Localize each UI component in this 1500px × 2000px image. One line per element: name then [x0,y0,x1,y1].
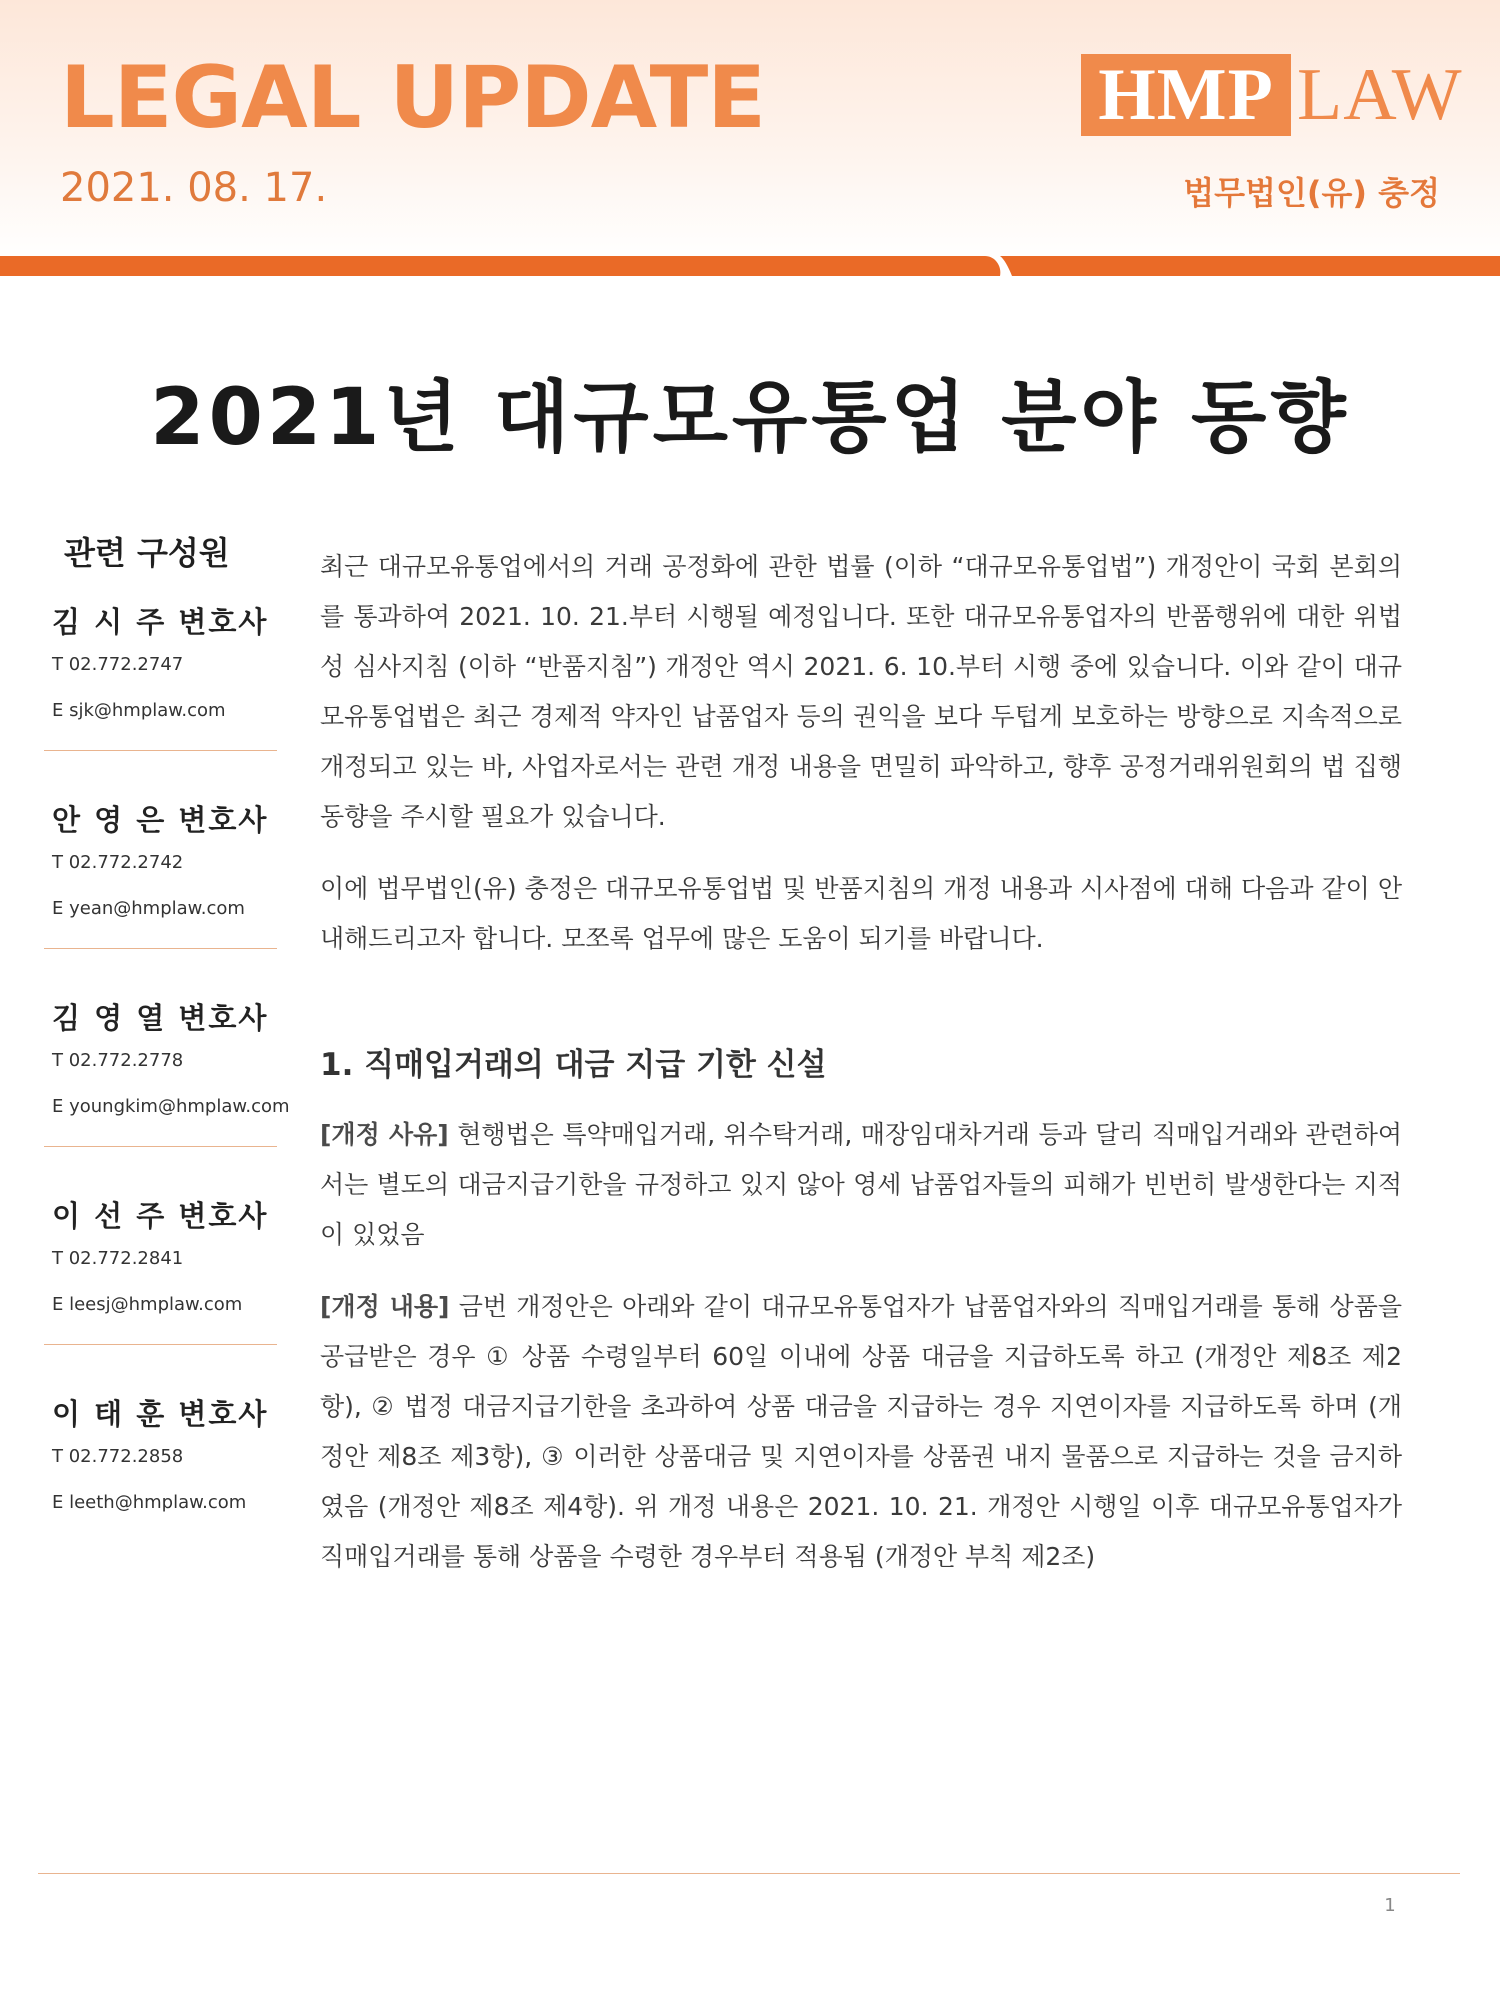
member-name: 이 태 훈 변호사 [52,1397,269,1431]
intro-paragraph: 최근 대규모유통업에서의 거래 공정화에 관한 법률 (이하 “대규모유통업법”) 개정안이 국회 본회의를 통과하여 2021. 10. 21.부터 시행될 예정입니다. 또한 대규모유통업자의 반품행위에 대한 위법성 심사지침 (이하 “반품지침”) 개정안 역시 2021. 6. 10.부터 시행 중에 있습니다. 이와 같이 대규모유통업법은 최근 경제적 약자인 납품업자 등의 권익을 보다 두텁게 보호하는 방향으로 지속적으로 개정되고 있는 바, 사업자로서는 관련 개정 내용을 면밀히 파악하고, 향후 공정거래위원회의 법 집행 동향을 주시할 필요가 있습니다. [320,552,1402,831]
member-email[interactable]: E leesj@hmplaw.com [52,1294,243,1315]
issue-date: 2021. 08. 17. [60,165,328,211]
logo-text: LAW [1297,54,1463,136]
member-divider [44,1344,277,1345]
member-name: 이 선 주 변호사 [52,1199,269,1233]
member-phone: T 02.772.2778 [52,1050,184,1071]
page-number: 1 [1384,1895,1396,1916]
member-name: 안 영 은 변호사 [52,803,269,837]
intro-paragraph: 이에 법무법인(유) 충정은 대규모유통업법 및 반품지침의 개정 내용과 시사점에 대해 다음과 같이 안내해드리고자 합니다. 모쪼록 업무에 많은 도움이 되기를 바랍니다. [320,874,1402,953]
member-card [40,1194,277,1392]
amendment-reason-label: [개정 사유] [320,1120,449,1149]
member-name: 김 시 주 변호사 [52,605,269,639]
footer-divider [38,1873,1460,1874]
document-title: 2021년 대규모유통업 분야 동향 [150,373,1350,463]
member-card [40,798,277,996]
member-card [40,996,290,1194]
member-name: 김 영 열 변호사 [52,1001,269,1035]
amendment-reason-paragraph [320,1110,1402,1260]
member-phone: T 02.772.2747 [52,654,184,675]
member-card [40,1392,277,1590]
member-email[interactable]: E yean@hmplaw.com [52,898,245,919]
sidebar-title: 관련 구성원 [64,534,230,572]
member-card [40,600,277,798]
section-heading: 1. 직매입거래의 대금 지급 기한 신설 [320,1047,827,1083]
header-divider-bar [0,256,1500,276]
member-email[interactable]: E sjk@hmplaw.com [52,700,226,721]
logo-box: HMP [1081,54,1291,136]
member-phone: T 02.772.2742 [52,852,184,873]
amendment-reason-text: 현행법은 특약매입거래, 위수탁거래, 매장임대차거래 등과 달리 직매입거래와 관련하여서는 별도의 대금지급기한을 규정하고 있지 않아 영세 납품업자들의 피해가 빈번히 발생한다는 지적이 있었음 [320,1120,1403,1249]
member-email[interactable]: E leeth@hmplaw.com [52,1492,247,1513]
firm-name: 법무법인(유) 충정 [1183,174,1440,212]
amendment-content-text: 금번 개정안은 아래와 같이 대규모유통업자가 납품업자와의 직매입거래를 통해 상품을 공급받은 경우 ① 상품 수령일부터 60일 이내에 상품 대금을 지급하도록 하고 (개정안 제8조 제2항), ② 법정 대금지급기한을 초과하여 상품 대금을 지급하는 경우 지연이자를 지급하도록 하며 (개정안 제8조 제3항), ③ 이러한 상품대금 및 지연이자를 상품권 내지 물품으로 지급하는 것을 금지하였음 (개정안 제8조 제4항). 위 개정 내용은 2021. 10. 21. 개정안 시행일 이후 대규모유통업자가 직매입거래를 통해 상품을 수령한 경우부터 적용됨 (개정안 부칙 제2조) [320,1292,1402,1571]
header-band [0,0,1500,260]
member-email[interactable]: E youngkim@hmplaw.com [52,1096,290,1117]
member-phone: T 02.772.2858 [52,1446,184,1467]
member-divider [44,750,277,751]
member-divider [44,1146,277,1147]
newsletter-title: LEGAL UPDATE [60,48,765,148]
amendment-content-label: [개정 내용] [320,1292,450,1321]
related-members-sidebar [40,528,290,1590]
amendment-content-paragraph [320,1282,1402,1582]
member-divider [44,948,277,949]
main-content [320,542,1402,1604]
member-phone: T 02.772.2841 [52,1248,184,1269]
